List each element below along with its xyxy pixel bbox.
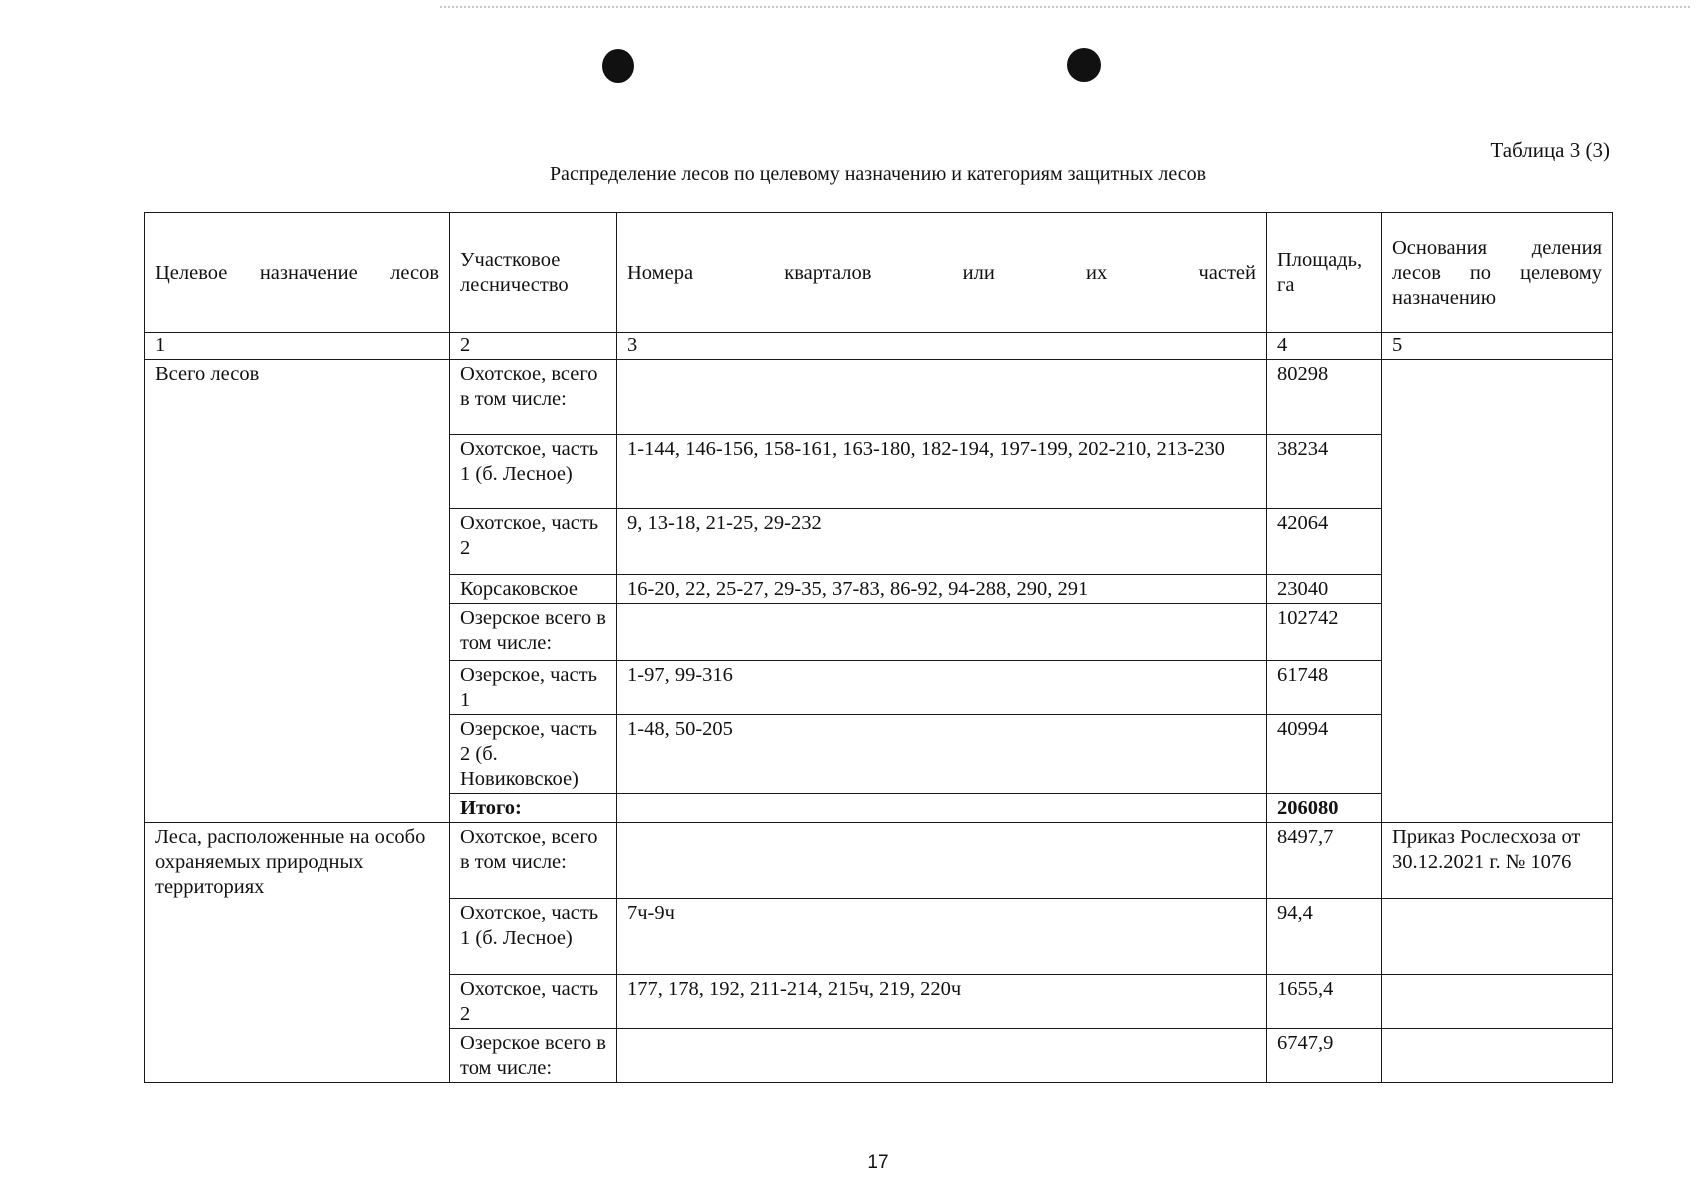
column-header-forestry: Участковое лесничество [450,213,617,333]
forestry-cell: Охотское, часть 2 [450,509,617,575]
quarters-cell: 9, 13-18, 21-25, 29-232 [617,509,1267,575]
column-number: 2 [450,333,617,360]
forestry-cell: Охотское, всего в том числе: [450,823,617,899]
quarters-cell: 1-144, 146-156, 158-161, 163-180, 182-194, 197-199, 202-210, 213-230 [617,435,1267,509]
forest-distribution-table [144,212,1613,1083]
quarters-cell [617,823,1267,899]
scan-noise-line [440,6,1690,11]
forestry-cell: Охотское, часть 2 [450,975,617,1029]
basis-cell [1382,899,1613,975]
forestry-cell: Охотское, часть 1 (б. Лесное) [450,899,617,975]
forestry-cell: Охотское, часть 1 (б. Лесное) [450,435,617,509]
table-row [145,360,1613,435]
area-cell: 40994 [1267,715,1382,794]
quarters-cell [617,794,1267,823]
punch-hole-left [602,49,634,83]
purpose-cell: Леса, расположенные на особо охраняемых природных территориях [145,823,450,1083]
area-cell: 42064 [1267,509,1382,575]
quarters-cell [617,360,1267,435]
purpose-cell: Всего лесов [145,360,450,823]
table-label: Таблица 3 (3) [1490,138,1610,162]
column-header-purpose: Целевое назначение лесов [145,213,450,333]
page-number: 17 [867,1152,889,1173]
forestry-cell-total: Итого: [450,794,617,823]
table-header-row [145,213,1613,333]
area-cell: 8497,7 [1267,823,1382,899]
area-cell: 61748 [1267,661,1382,715]
punch-hole-right [1067,48,1101,82]
quarters-cell [617,1029,1267,1083]
forestry-cell: Охотское, всего в том числе: [450,360,617,435]
column-header-basis: Основания деления лесов по целевому назначению [1382,213,1613,333]
forestry-cell: Озерское, часть 2 (б. Новиковское) [450,715,617,794]
area-cell: 6747,9 [1267,1029,1382,1083]
column-number: 1 [145,333,450,360]
area-cell: 94,4 [1267,899,1382,975]
area-cell-total: 206080 [1267,794,1382,823]
column-number: 5 [1382,333,1613,360]
quarters-cell [617,604,1267,661]
quarters-cell: 1-48, 50-205 [617,715,1267,794]
table-row [145,823,1613,899]
area-cell: 38234 [1267,435,1382,509]
basis-cell [1382,975,1613,1029]
forestry-cell: Корсаковское [450,575,617,604]
quarters-cell: 16-20, 22, 25-27, 29-35, 37-83, 86-92, 94-288, 290, 291 [617,575,1267,604]
basis-cell [1382,1029,1613,1083]
column-number: 3 [617,333,1267,360]
forestry-cell: Озерское всего в том числе: [450,604,617,661]
area-cell: 1655,4 [1267,975,1382,1029]
column-header-quarters: Номера кварталов или их частей [617,213,1267,333]
forestry-cell: Озерское, часть 1 [450,661,617,715]
area-cell: 23040 [1267,575,1382,604]
area-cell: 102742 [1267,604,1382,661]
document-title: Распределение лесов по целевому назначению и категориям защитных лесов [549,163,1207,185]
basis-cell [1382,360,1613,823]
basis-cell: Приказ Рослесхоза от 30.12.2021 г. № 1076 [1382,823,1613,899]
column-number: 4 [1267,333,1382,360]
quarters-cell: 1-97, 99-316 [617,661,1267,715]
column-number-row [145,333,1613,360]
forestry-cell: Озерское всего в том числе: [450,1029,617,1083]
area-cell: 80298 [1267,360,1382,435]
quarters-cell: 7ч-9ч [617,899,1267,975]
quarters-cell: 177, 178, 192, 211-214, 215ч, 219, 220ч [617,975,1267,1029]
column-header-area: Площадь, га [1267,213,1382,333]
